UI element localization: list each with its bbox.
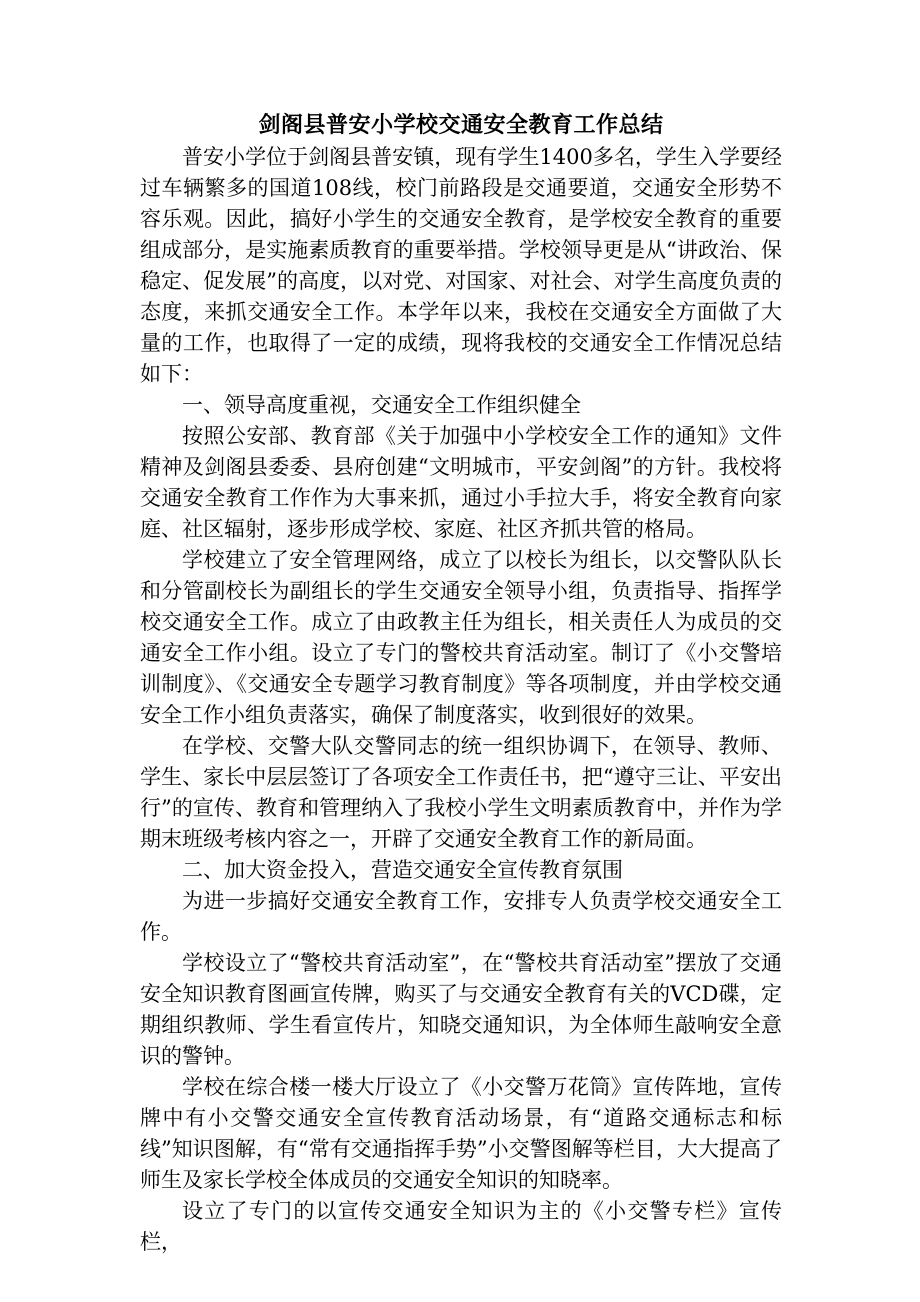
paragraph-policy: 按照公安部、教育部《关于加强中小学校安全工作的通知》文件精神及剑阁县委委、县府创建“文明城市，平安剑阁”的方针。我校将交通安全教育工作作为大事来抓，通过小手拉大手，将安全教育向家庭、社区辐射，逐步形成学校、家庭、社区齐抓共管的格局。 xyxy=(140,424,782,541)
paragraph-column: 设立了专门的以宣传交通安全知识为主的《小交警专栏》宣传栏， xyxy=(140,1199,782,1254)
paragraph-intro: 普安小学位于剑阁县普安镇，现有学生1400多名，学生入学要经过车辆繁多的国道108线，校门前路段是交通要道，交通安全形势不容乐观。因此，搞好小学生的交通安全教育，是学校安全教育的重要组成部分，是实施素质教育的重要举措。学校领导更是从“讲政治、保稳定、促发展”的高度，以对党、对国家、对社会、对学生高度负责的态度，来抓交通安全工作。本学年以来，我校在交通安全方面做了大量的工作，也取得了一定的成绩，现将我校的交通安全工作情况总结如下： xyxy=(140,145,782,386)
section-heading-1: 一、领导高度重视，交通安全工作组织健全 xyxy=(182,393,581,417)
paragraph-staffing: 为进一步搞好交通安全教育工作，安排专人负责学校交通安全工作。 xyxy=(140,889,782,944)
paragraph-responsibility: 在学校、交警大队交警同志的统一组织协调下，在领导、教师、学生、家长中层层签订了各项安全工作责任书，把“遵守三让、平安出行”的宣传、教育和管理纳入了我校小学生文明素质教育中，并作为学期末班级考核内容之一，开辟了交通安全教育工作的新局面。 xyxy=(140,734,782,851)
paragraph-display-board: 学校在综合楼一楼大厅设立了《小交警万花筒》宣传阵地，宣传牌中有小交警交通安全宣传教育活动场景，有“道路交通标志和标线”知识图解，有“常有交通指挥手势”小交警图解等栏目，大大提高了师生及家长学校全体成员的交通安全知识的知晓率。 xyxy=(140,1075,782,1192)
document-page xyxy=(140,108,782,1258)
paragraph-network: 学校建立了安全管理网络，成立了以校长为组长，以交警队队长和分管副校长为副组长的学生交通安全领导小组，负责指导、指挥学校交通安全工作。成立了由政教主任为组长，相关责任人为成员的交通安全工作小组。设立了专门的警校共育活动室。制订了《小交警培训制度》、《交通安全专题学习教育制度》等各项制度，并由学校交通安全工作小组负责落实，确保了制度落实，收到很好的效果。 xyxy=(140,548,782,727)
paragraph-activity-room: 学校设立了“警校共育活动室”，在“警校共育活动室”摆放了交通安全知识教育图画宣传牌，购买了与交通安全教育有关的VCD碟，定期组织教师、学生看宣传片，知晓交通知识，为全体师生敲响安全意识的警钟。 xyxy=(140,951,782,1068)
document-title: 剑阁县普安小学校交通安全教育工作总结 xyxy=(258,112,664,138)
section-heading-2: 二、加大资金投入，营造交通安全宣传教育氛围 xyxy=(182,858,623,882)
